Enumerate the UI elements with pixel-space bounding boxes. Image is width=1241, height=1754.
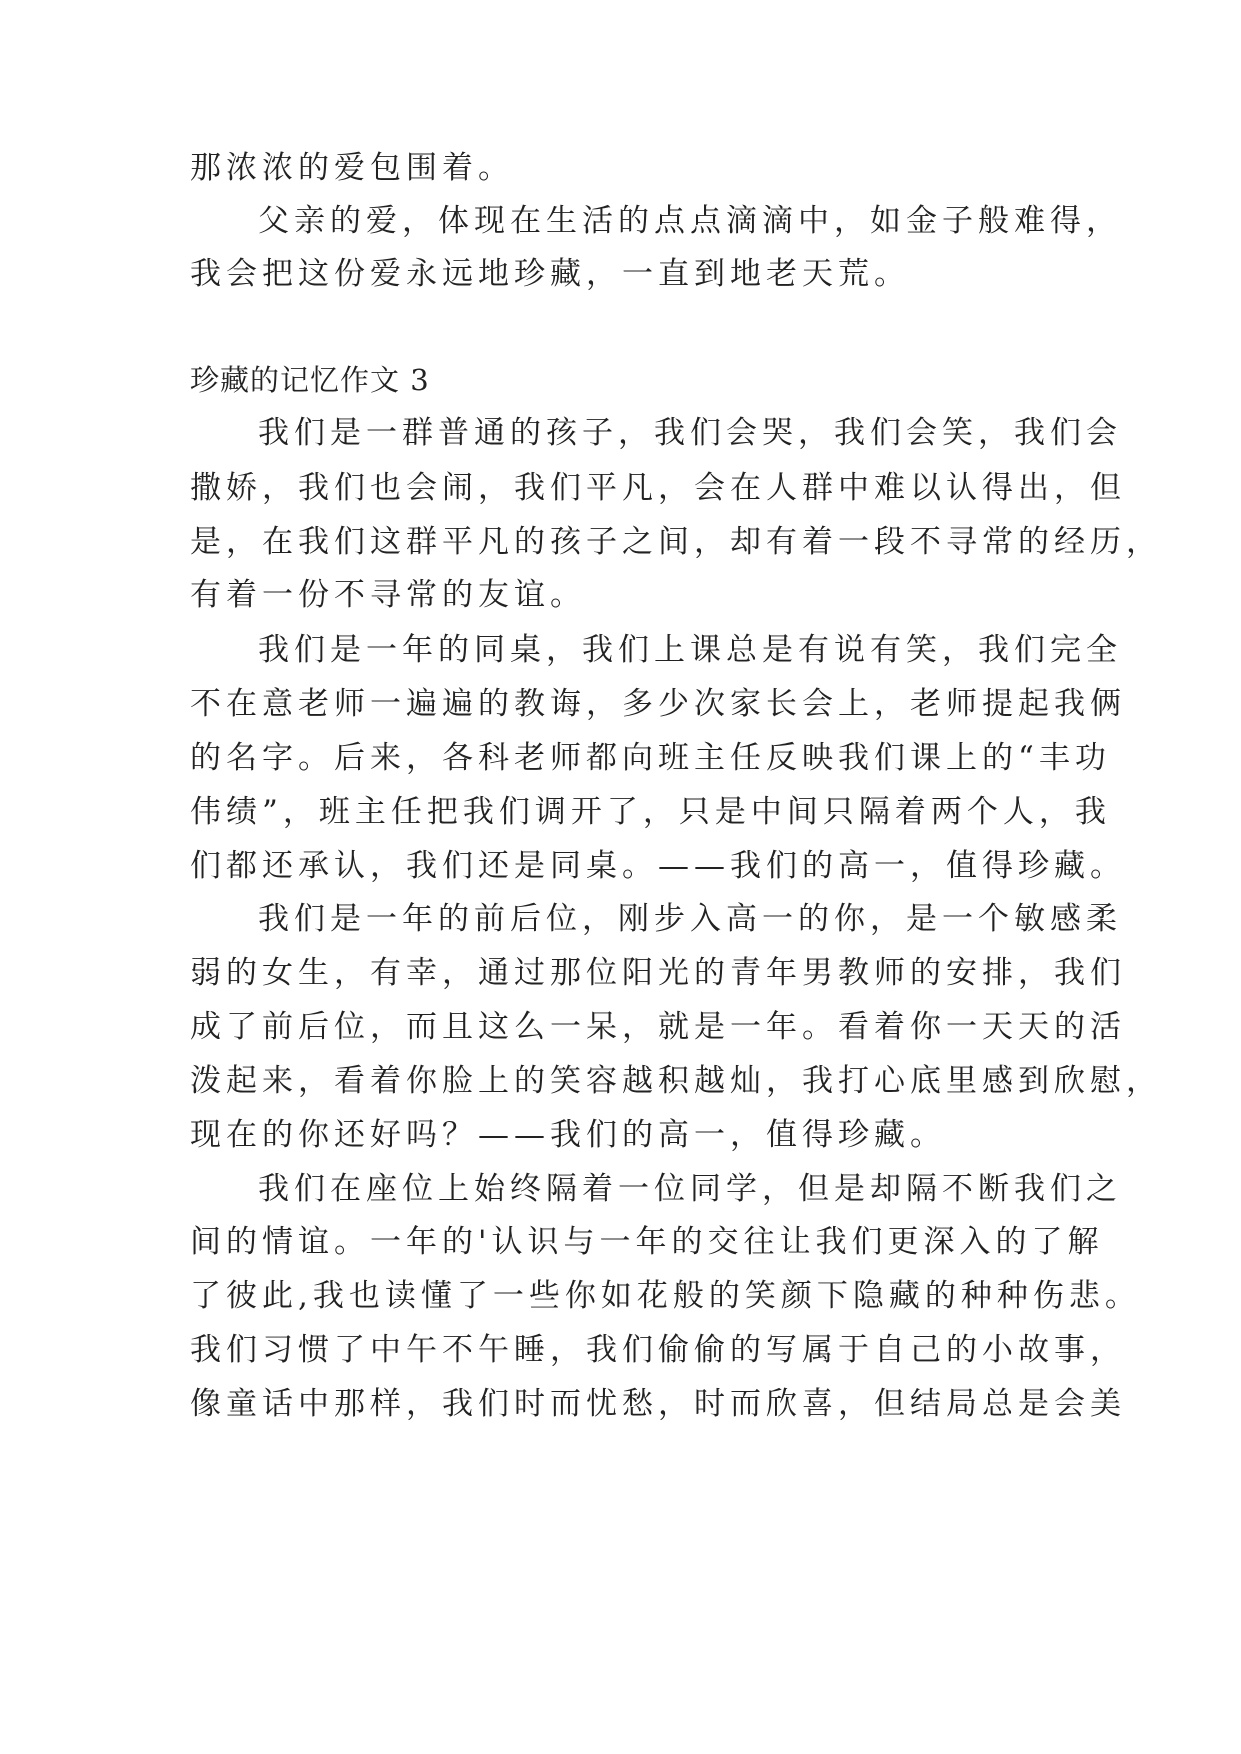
text-line: 我会把这份爱永远地珍藏，一直到地老天荒。 [190,256,910,292]
text-line: 我们是一年的同桌，我们上课总是有说有笑，我们完全 [258,632,1122,668]
text-line: 那浓浓的爱包围着。 [190,150,514,186]
text-line: 弱的女生，有幸，通过那位阳光的青年男教师的安排，我们 [190,955,1126,991]
text-line: 不在意老师一遍遍的教诲，多少次家长会上，老师提起我俩 [190,686,1126,722]
text-line: 是，在我们这群平凡的孩子之间，却有着一段不寻常的经历， [190,524,1162,560]
section-heading: 珍藏的记忆作文 3 [190,363,430,397]
text-line: 间的情谊。一年的'认识与一年的交往让我们更深入的了解 [190,1224,1104,1260]
text-line: 泼起来，看着你脸上的笑容越积越灿，我打心底里感到欣慰， [190,1063,1162,1099]
text-line: 像童话中那样，我们时而忧愁，时而欣喜，但结局总是会美 [190,1386,1126,1422]
text-line: 有着一份不寻常的友谊。 [190,577,586,613]
text-line: 成了前后位，而且这么一呆，就是一年。看着你一天天的活 [190,1009,1126,1045]
text-line: 我们在座位上始终隔着一位同学，但是却隔不断我们之 [258,1171,1122,1207]
text-line: 撒娇，我们也会闹，我们平凡，会在人群中难以认得出，但 [190,470,1126,506]
text-line: 伟绩”，班主任把我们调开了，只是中间只隔着两个人，我 [190,794,1111,830]
text-line: 我们是一群普通的孩子，我们会哭，我们会笑，我们会 [258,415,1122,451]
text-line: 我们是一年的前后位，刚步入高一的你，是一个敏感柔 [258,901,1122,937]
text-line: 现在的你还好吗？——我们的高一，值得珍藏。 [190,1117,946,1153]
text-line: 我们习惯了中午不午睡，我们偷偷的写属于自己的小故事， [190,1332,1126,1368]
text-line: 们都还承认，我们还是同桌。——我们的高一，值得珍藏。 [190,848,1126,884]
text-line: 的名字。后来，各科老师都向班主任反映我们课上的“丰功 [190,740,1111,776]
text-line: 了彼此,我也读懂了一些你如花般的笑颜下隐藏的种种伤悲。 [190,1278,1141,1314]
text-line: 父亲的爱，体现在生活的点点滴滴中，如金子般难得， [258,203,1122,239]
